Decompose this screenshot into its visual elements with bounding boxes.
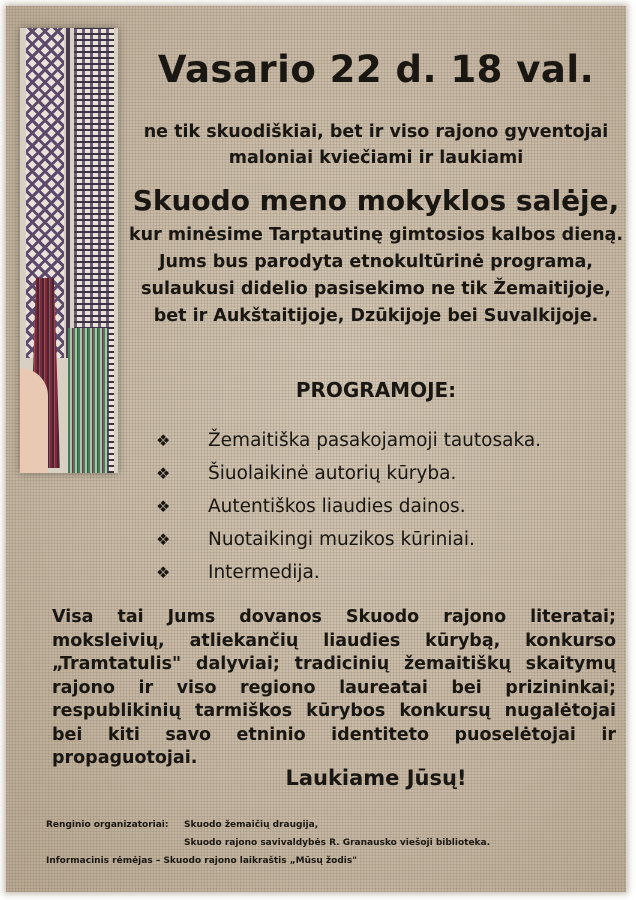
- list-item: [156, 523, 541, 556]
- program-list: [156, 424, 541, 589]
- organizers-label: Renginio organizatoriai:: [46, 820, 169, 830]
- diamond-bullet-icon: ❖: [156, 431, 171, 450]
- program-item: Autentiškos liaudies dainos.: [208, 496, 466, 517]
- intro-line-1: ne tik skuodiškiai, bet ir viso rajono gyventojai: [143, 122, 609, 142]
- program-heading: PROGRAMOJE:: [295, 378, 457, 402]
- intro-line-2: maloniai kviečiami ir laukiami: [228, 148, 524, 168]
- invitation: Laukiame Jūsų!: [285, 766, 467, 790]
- program-item: Šiuolaikinė autorių kūryba.: [208, 463, 457, 484]
- description-line-3: sulaukusi didelio pasisekimo ne tik Žemaitijoje,: [141, 279, 611, 299]
- poster: [6, 6, 626, 892]
- diamond-bullet-icon: ❖: [156, 464, 171, 483]
- media-sponsor: Informacinis rėmėjas – Skuodo rajono laikraštis „Mūsų žodis": [46, 856, 357, 866]
- sash-fringe-green: [68, 328, 108, 473]
- organizer-2: Skuodo rajono savivaldybės R. Granausko viešoji biblioteka.: [184, 838, 491, 848]
- program-item: Nuotaikingi muzikos kūriniai.: [208, 529, 475, 550]
- program-item: Žemaitiška pasakojamoji tautosaka.: [208, 430, 542, 451]
- event-date: Vasario 22 d. 18 val.: [157, 48, 595, 91]
- description-line-2: Jums bus parodyta etnokultūrinė programa,: [159, 252, 593, 272]
- list-item: [156, 556, 541, 589]
- woven-sash-picture: [20, 28, 118, 473]
- diamond-bullet-icon: ❖: [156, 530, 171, 549]
- organizer-1: Skuodo žemaičių draugija,: [184, 820, 319, 830]
- description-line-1: kur minėsime Tarptautinę gimtosios kalbos dieną.: [129, 225, 623, 245]
- list-item: [156, 424, 541, 457]
- venue: Skuodo meno mokyklos salėje,: [132, 184, 620, 217]
- closing-paragraph: Visa tai Jums dovanos Skuodo rajono literatai; moksleivių, atliekančių liaudies kūrybą, konkurso „Tramtatulis" dalyviai; tradicinių žemaitiškų skaitymų rajono ir viso regiono laureatai bei prizininkai; respublikinių tarmiškos kūrybos konkursų nugalėtojai bei kiti savo etninio identiteto puoselėtojai ir propaguotojai.: [52, 607, 616, 768]
- diamond-bullet-icon: ❖: [156, 563, 171, 582]
- description-line-4: bet ir Aukštaitijoje, Dzūkijoje bei Suvalkijoje.: [153, 306, 599, 326]
- hand: [20, 368, 48, 473]
- program-item: Intermedija.: [208, 562, 320, 583]
- list-item: [156, 490, 541, 523]
- diamond-bullet-icon: ❖: [156, 497, 171, 516]
- list-item: [156, 457, 541, 490]
